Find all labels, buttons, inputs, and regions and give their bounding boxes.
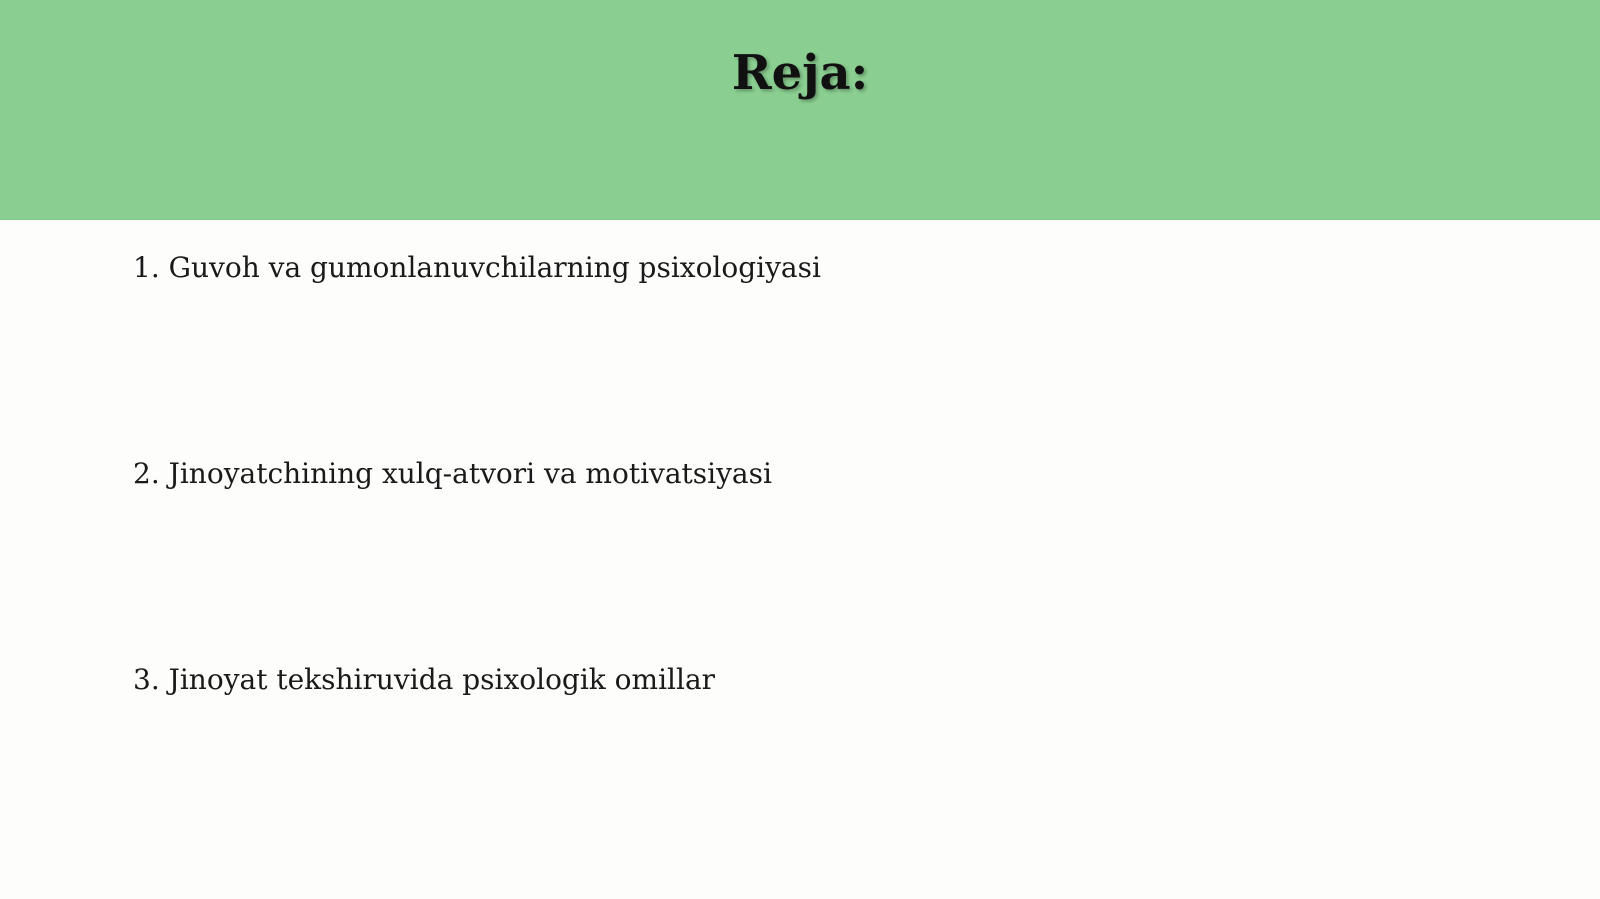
agenda-item [133, 454, 772, 494]
agenda-item-number: 3. [133, 663, 160, 696]
header-band [0, 0, 1600, 220]
agenda-item-text: Jinoyatchining xulq-atvori va motivatsiyasi [168, 457, 772, 490]
agenda-item-text: Jinoyat tekshiruvida psixologik omillar [168, 663, 716, 696]
agenda-item-text: Guvoh va gumonlanuvchilarning psixologiyasi [168, 251, 821, 284]
agenda-item [133, 660, 715, 700]
agenda-item [133, 248, 821, 288]
agenda-item-number: 2. [133, 457, 160, 490]
slide-title: Reja: [731, 45, 869, 101]
agenda-item-number: 1. [133, 251, 160, 284]
